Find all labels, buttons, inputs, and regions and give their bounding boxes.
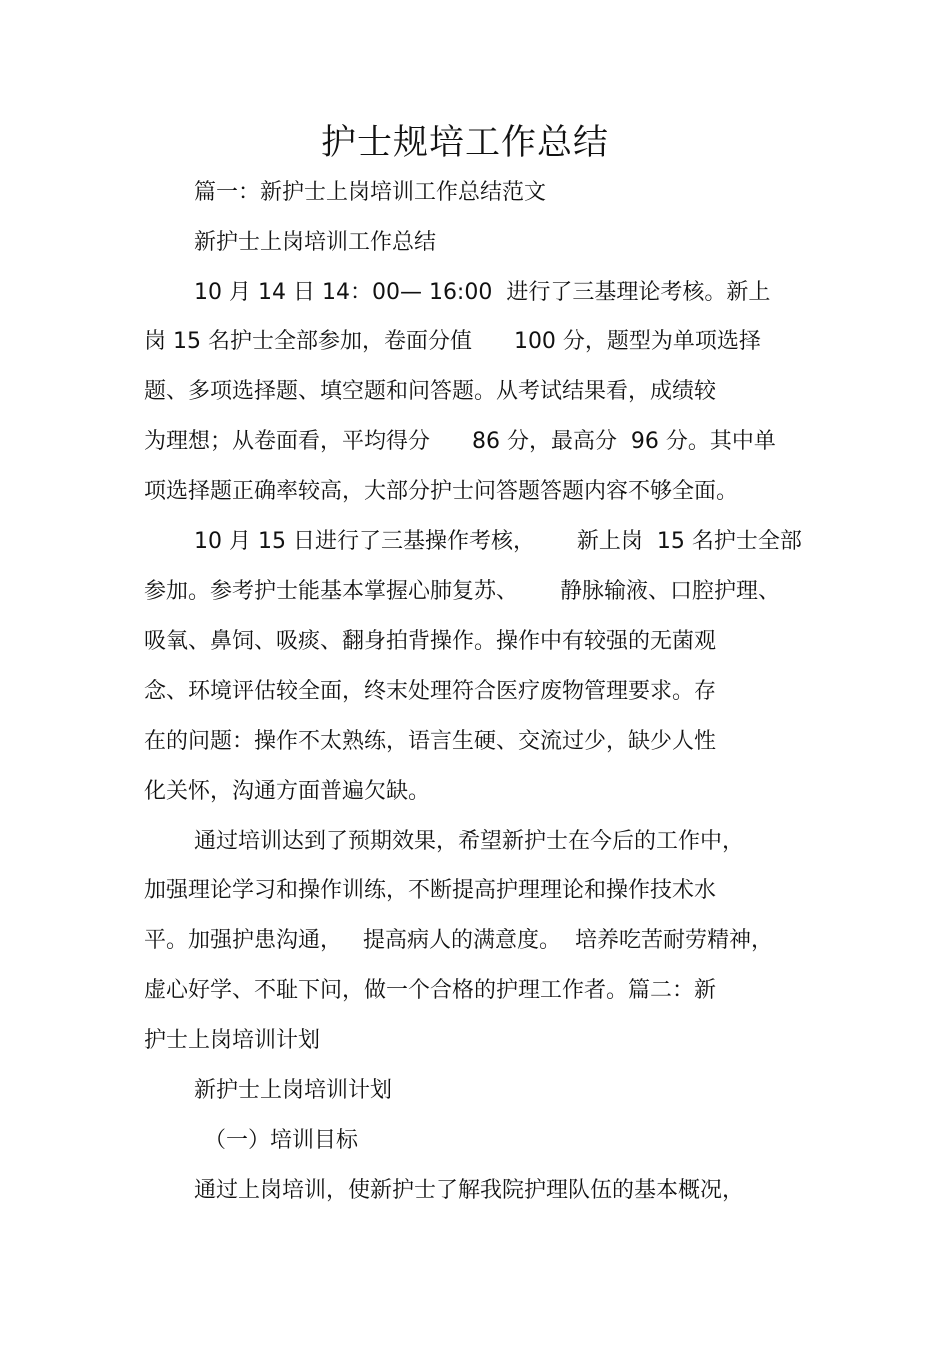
paragraph-line: 题、多项选择题、填空题和问答题。从考试结果看，成绩较 <box>144 379 717 404</box>
paragraph-line: 加强理论学习和操作训练，不断提高护理理论和操作技术水 <box>144 878 717 903</box>
paragraph-line: 通过培训达到了预期效果，希望新护士在今后的工作中， <box>194 829 745 854</box>
paragraph-line: 念、环境评估较全面，终末处理符合医疗废物管理要求。存 <box>144 679 717 704</box>
paragraph-line: 平。加强护患沟通， 提高病人的满意度。 培养吃苦耐劳精神， <box>144 928 773 953</box>
paragraph-line: 在的问题：操作不太熟练，语言生硬、交流过少，缺少人性 <box>144 729 717 754</box>
document-title: 护士规培工作总结 <box>320 123 609 163</box>
paragraph-line: 化关怀，沟通方面普遍欠缺。 <box>144 779 431 804</box>
paragraph-line: 通过上岗培训，使新护士了解我院护理队伍的基本概况， <box>194 1178 745 1203</box>
paragraph-line: 为理想；从卷面看，平均得分 86 分，最高分 96 分。其中单 <box>144 429 776 454</box>
subheading-summary: 新护士上岗培训工作总结 <box>194 230 437 255</box>
section-heading-1: 篇一：新护士上岗培训工作总结范文 <box>194 180 547 205</box>
paragraph-line: 虚心好学、不耻下问，做一个合格的护理工作者。篇二：新 <box>144 978 717 1003</box>
paragraph-line: 10 月 15 日进行了三基操作考核， 新上岗 15 名护士全部 <box>194 529 802 554</box>
paragraph-line: 项选择题正确率较高，大部分护士问答题答题内容不够全面。 <box>144 479 739 504</box>
subheading-plan: 新护士上岗培训计划 <box>194 1078 393 1103</box>
paragraph-line: 护士上岗培训计划 <box>144 1028 321 1053</box>
subheading-goal: （一）培训目标 <box>204 1128 359 1153</box>
paragraph-line: 岗 15 名护士全部参加，卷面分值 100 分，题型为单项选择 <box>144 329 761 354</box>
paragraph-line: 参加。参考护士能基本掌握心肺复苏、 静脉输液、口腔护理、 <box>144 579 780 604</box>
paragraph-line: 10 月 14 日 14：00— 16:00 进行了三基理论考核。新上 <box>194 280 771 305</box>
paragraph-line: 吸氧、鼻饲、吸痰、翻身拍背操作。操作中有较强的无菌观 <box>144 629 717 654</box>
